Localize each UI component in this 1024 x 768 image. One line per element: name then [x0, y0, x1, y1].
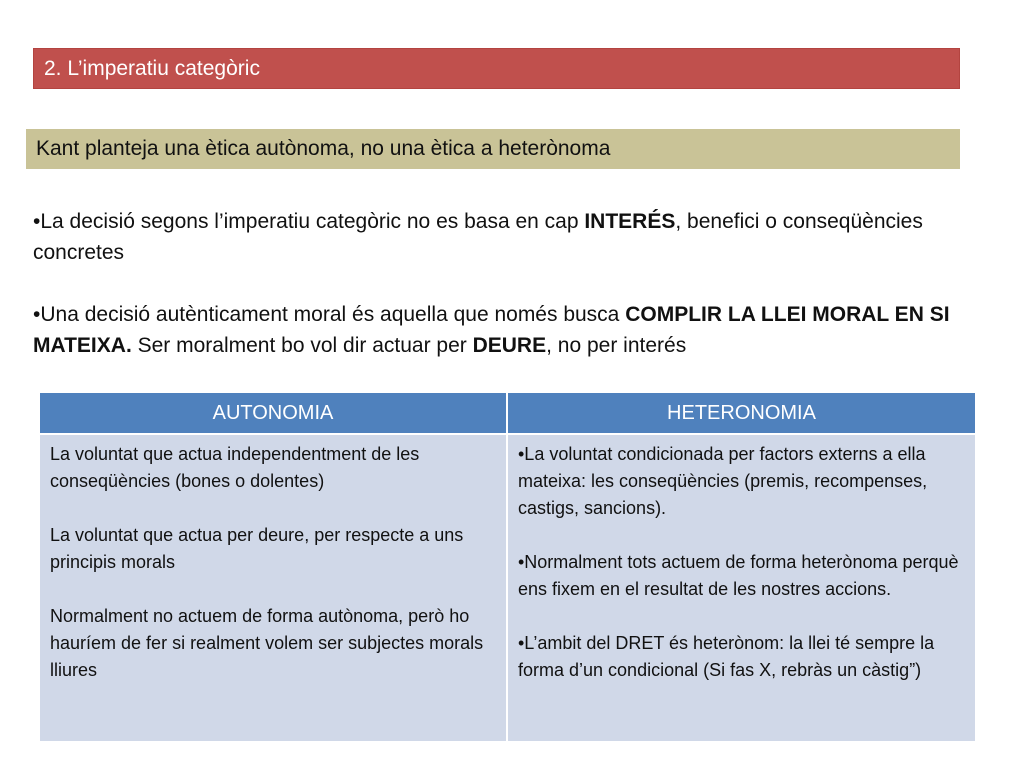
slide-title-text: 2. L’imperatiu categòric [44, 56, 260, 80]
bullet-2-emphasis-2: DEURE [472, 334, 547, 357]
bullet-2-emphasis: COMPLIR LA LLEI MORAL EN SI MATEIXA. [33, 303, 950, 357]
bullet-1-emphasis: INTERÉS [584, 210, 676, 233]
bullet-2-text: •Una decisió autènticament moral és aquella que només busca [33, 303, 626, 326]
cell-autonomia [40, 434, 507, 741]
bullet-2-text-end: , no per interés [546, 334, 687, 357]
comparison-table [40, 393, 975, 741]
heteronomia-item: •L’ambit del DRET és heterònom: la llei té sempre la forma d’un condicional (Si fas X, rebràs un càstig”) [518, 633, 935, 680]
cell-heteronomia [507, 434, 975, 741]
bullet-2-text-mid: Ser moralment bo vol dir actuar per [131, 334, 473, 357]
heteronomia-item: •La voluntat condicionada per factors externs a ella mateixa: les conseqüències (premis, recompenses, castigs, sancions). [518, 444, 928, 518]
table-header-row [40, 393, 975, 434]
bullet-1-text: •La decisió segons l’imperatiu categòric no es basa en cap [33, 210, 585, 233]
header-heteronomia: HETERONOMIA [507, 393, 975, 434]
autonomia-item: La voluntat que actua per deure, per respecte a uns principis morals [50, 525, 464, 572]
autonomia-item: La voluntat que actua independentment de les conseqüències (bones o dolentes) [50, 444, 420, 491]
bullet-point-2 [33, 299, 968, 361]
bullet-points [33, 206, 968, 361]
slide-subtitle-text: Kant planteja una ètica autònoma, no una ètica a heterònoma [36, 137, 611, 160]
bullet-point-1 [33, 206, 968, 268]
heteronomia-item: •Normalment tots actuem de forma heterònoma perquè ens fixem en el resultat de les nostres accions. [518, 552, 959, 599]
header-autonomia: AUTONOMIA [40, 393, 507, 434]
slide-title [33, 48, 960, 89]
slide-subtitle [26, 129, 960, 169]
table-row [40, 434, 975, 741]
autonomia-item: Normalment no actuem de forma autònoma, però ho hauríem de fer si realment volem ser subjectes morals lliures [50, 606, 484, 680]
bullet-1-text-end: , benefici o conseqüències concretes [33, 210, 923, 264]
